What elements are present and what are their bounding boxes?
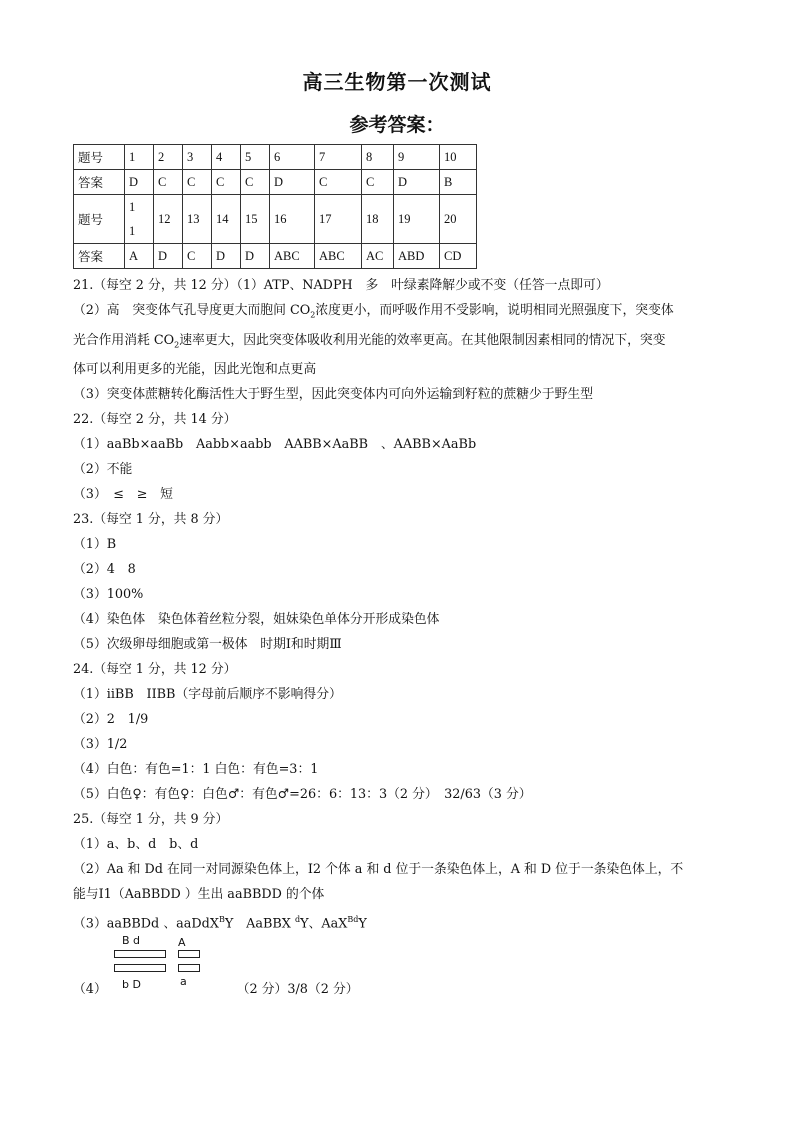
table-cell: 14 xyxy=(212,195,241,244)
answer-content xyxy=(73,273,725,936)
table-cell: D xyxy=(212,244,241,269)
table-cell: AC xyxy=(362,244,394,269)
q22-part2: （2）不能 xyxy=(73,462,133,478)
page-subtitle: 参考答案： xyxy=(349,114,445,136)
q25-part4: （4） （2 分）3/8（2 分） xyxy=(73,982,359,997)
table-cell: ABD xyxy=(394,244,440,269)
q25-part2: （2）Aa 和 Dd 在同一对同源染色体上，Ⅰ2 个体 a 和 d 位于一条染色体上，A 和 D 位于一条染色体上，不 xyxy=(73,862,684,878)
chromosome-bar-short-top xyxy=(178,950,200,958)
table-cell: 6 xyxy=(270,145,315,170)
table-cell: 5 xyxy=(241,145,270,170)
q21-header: 21.（每空 2 分，共 12 分）（1）ATP、NADPH 多 叶绿素降解少或不变（任答一点即可） xyxy=(73,278,609,293)
q21-part3: （3）突变体蔗糖转化酶活性大于野生型，因此突变体内可向外运输到籽粒的蔗糖少于野生型 xyxy=(73,387,594,403)
table-cell: 20 xyxy=(440,195,477,244)
q22-part3: （3） ≤ ≥ 短 xyxy=(73,487,173,503)
table-cell: D xyxy=(241,244,270,269)
q25-header: 25.（每空 1 分，共 9 分） xyxy=(73,812,229,828)
q21-part2-cont: 光合作用消耗 $CO_2$速率更大，因此突变体吸收利用光能的效率更高。在其他限制因素相同的情况下，突变 xyxy=(73,332,666,350)
q24-part2: （2）2 1/9 xyxy=(73,712,149,728)
chromosome-bar-long-top xyxy=(114,950,166,958)
table-cell: 12 xyxy=(154,195,183,244)
table-cell: 16 xyxy=(270,195,315,244)
chromosome-bar-short-bottom xyxy=(178,964,200,972)
table-cell: 7 xyxy=(315,145,362,170)
table-cell: D xyxy=(394,170,440,195)
table-cell: B xyxy=(440,170,477,195)
table-cell: 19 xyxy=(394,195,440,244)
table-row xyxy=(74,170,477,195)
q25-part1: （1）a、b、d b、d xyxy=(73,837,199,853)
page-title: 高三生物第一次测试 xyxy=(302,70,492,94)
table-cell: 10 xyxy=(440,145,477,170)
table-cell: 18 xyxy=(362,195,394,244)
q21-part2-cont2: 体可以利用更多的光能，因此光饱和点更高 xyxy=(73,362,317,378)
table-cell: C xyxy=(212,170,241,195)
table-cell: ABC xyxy=(270,244,315,269)
table-cell: C xyxy=(362,170,394,195)
q23-part4: （4）染色体 染色体着丝粒分裂，姐妹染色单体分开形成染色体 xyxy=(73,612,440,628)
q23-part5: （5）次级卵母细胞或第一极体 时期Ⅰ和时期Ⅲ xyxy=(73,637,342,653)
table-cell: ABC xyxy=(315,244,362,269)
table-cell: A xyxy=(125,244,154,269)
q23-part3: （3）100% xyxy=(73,587,144,603)
diagram-label-bottom-right: a xyxy=(180,975,187,988)
table-row-header: 答案 xyxy=(74,244,125,269)
table-cell: CD xyxy=(440,244,477,269)
q24-part4: （4）白色：有色=1：1 白色：有色=3：1 xyxy=(73,762,319,778)
table-cell: 3 xyxy=(183,145,212,170)
q23-part1: （1）B xyxy=(73,537,117,553)
q23-part2: （2）4 8 xyxy=(73,562,136,578)
q23-header: 23.（每空 1 分，共 8 分） xyxy=(73,512,229,528)
table-cell: C xyxy=(315,170,362,195)
table-cell: 8 xyxy=(362,145,394,170)
table-cell: 9 xyxy=(394,145,440,170)
chromosome-bar-long-bottom xyxy=(114,964,166,972)
table-row-header: 答案 xyxy=(74,170,125,195)
table-row-header: 题号 xyxy=(74,195,125,244)
table-row xyxy=(74,244,477,269)
q25-part2-cont: 能与Ⅰ1（AaBBDD ）生出 aaBBDD 的个体 xyxy=(73,887,325,903)
table-cell: C xyxy=(154,170,183,195)
table-cell: 13 xyxy=(183,195,212,244)
table-cell: 1 1 xyxy=(125,195,154,244)
q22-header: 22.（每空 2 分，共 14 分） xyxy=(73,412,237,428)
table-row-header: 题号 xyxy=(74,145,125,170)
table-row xyxy=(74,145,477,170)
table-cell: 4 xyxy=(212,145,241,170)
table-cell: 1 xyxy=(125,145,154,170)
q22-part1: （1）aaBb×aaBb Aabb×aabb AABB×AaBB 、AABB×AaBb xyxy=(73,437,477,453)
q24-part5: （5）白色♀：有色♀：白色♂：有色♂=26：6：13：3（2 分） 32/63（3 分） xyxy=(73,787,532,803)
q24-part3: （3）1/2 xyxy=(73,737,128,753)
table-cell: 17 xyxy=(315,195,362,244)
table-cell: 2 xyxy=(154,145,183,170)
q25-part3: （3）aaBBDd 、aaDdX$^B$Y AaBBX $^d$Y、AaX$^{Bd}$Y xyxy=(73,915,367,932)
table-cell: D xyxy=(154,244,183,269)
table-cell: D xyxy=(270,170,315,195)
diagram-label-top-right: A xyxy=(178,936,186,949)
answer-table xyxy=(73,144,477,269)
table-cell: C xyxy=(183,170,212,195)
table-cell: C xyxy=(241,170,270,195)
q21-part2: （2）高 突变体气孔导度更大而胞间 $CO_2$浓度更小，而呼吸作用不受影响，说明相同光照强度下，突变体 xyxy=(73,303,674,320)
table-row xyxy=(74,195,477,244)
table-cell: 15 xyxy=(241,195,270,244)
table-cell: C xyxy=(183,244,212,269)
q24-header: 24.（每空 1 分，共 12 分） xyxy=(73,662,237,678)
q24-part1: （1）iiBB IIBB（字母前后顺序不影响得分） xyxy=(73,687,342,703)
table-cell: D xyxy=(125,170,154,195)
diagram-label-top-left: B d xyxy=(122,934,141,947)
diagram-label-bottom-left: b D xyxy=(122,978,141,991)
